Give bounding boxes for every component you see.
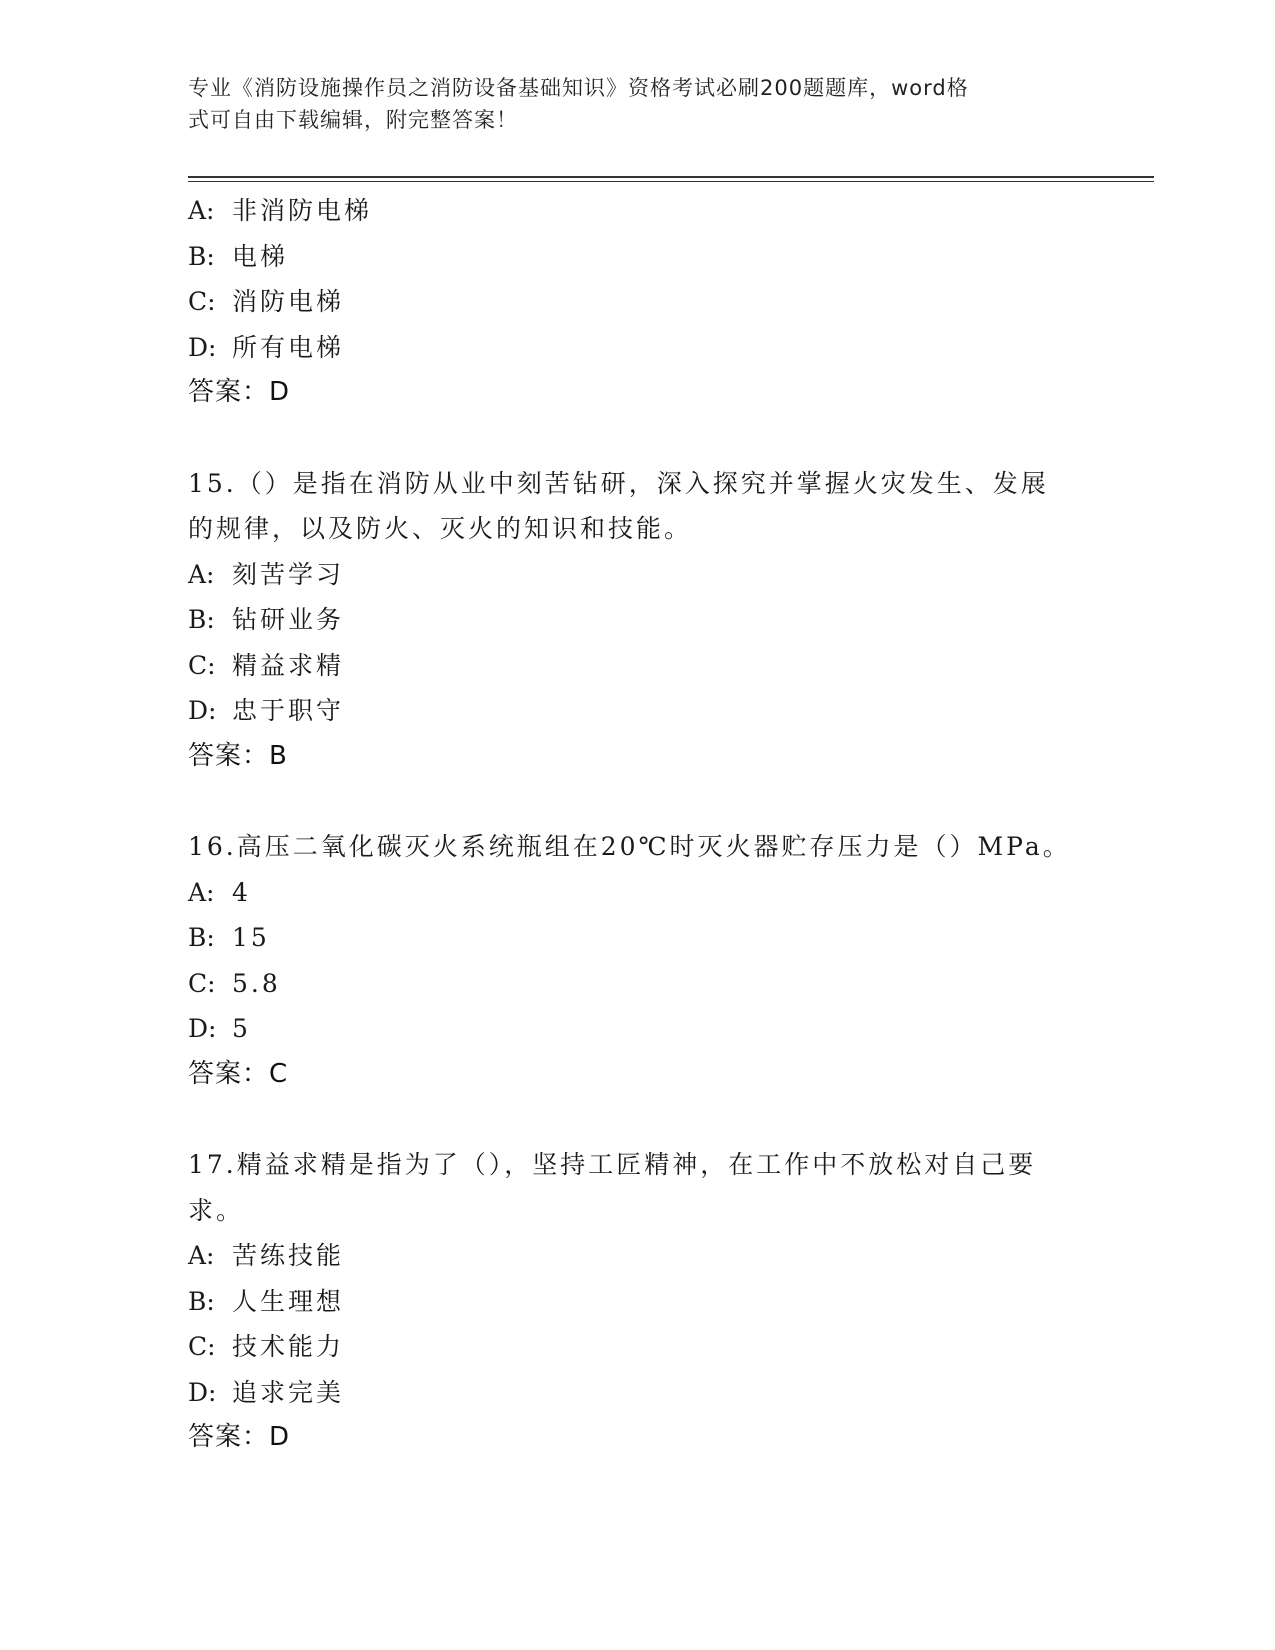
question-block-15	[188, 461, 1088, 780]
option-a: A: 苦练技能	[188, 1241, 345, 1270]
option-d: D: 忠于职守	[188, 696, 345, 725]
question-text-line: 15.（）是指在消防从业中刻苦钻研，深入探究并掌握火灾发生、发展	[188, 468, 1049, 498]
question-text-line: 求。	[188, 1195, 245, 1225]
answer-line: 答案：B	[188, 740, 288, 771]
answer-line: 答案：C	[188, 1058, 289, 1089]
option-d: D: 追求完美	[188, 1377, 345, 1407]
option-c: C: 精益求精	[188, 650, 345, 680]
header-rule-thick	[188, 176, 1154, 178]
document-header	[188, 72, 1068, 136]
header-line-2: 式可自由下载编辑，附完整答案！	[188, 108, 518, 132]
question-block-16	[188, 824, 1088, 1097]
question-block-17	[188, 1142, 1088, 1461]
option-d: D: 所有电梯	[188, 332, 345, 362]
question-text-line: 16.高压二氧化碳灭火系统瓶组在20℃时灭火器贮存压力是（）MPa。	[188, 832, 1071, 861]
spacer	[188, 1097, 1088, 1142]
option-c: C: 消防电梯	[188, 287, 345, 316]
option-b: B: 钻研业务	[188, 605, 345, 634]
option-b: B: 15	[188, 923, 270, 952]
answer-line: 答案：D	[188, 377, 291, 407]
option-a: A: 非消防电梯	[188, 196, 373, 225]
option-d: D: 5	[188, 1014, 251, 1043]
question-block-14	[188, 188, 1088, 416]
option-b: B: 人生理想	[188, 1286, 345, 1316]
question-text-line: 的规律，以及防火、灭火的知识和技能。	[188, 514, 693, 543]
option-c: C: 5.8	[188, 968, 281, 998]
header-line-1: 专业《消防设施操作员之消防设备基础知识》资格考试必刷200题题库，word格	[188, 76, 969, 100]
option-a: A: 刻苦学习	[188, 559, 345, 589]
header-rule-thin	[188, 181, 1154, 182]
option-c: C: 技术能力	[188, 1332, 345, 1361]
option-b: B: 电梯	[188, 241, 289, 271]
option-a: A: 4	[188, 877, 251, 907]
spacer	[188, 416, 1088, 461]
question-list	[188, 188, 1088, 1461]
spacer	[188, 779, 1088, 824]
answer-line: 答案：D	[188, 1422, 291, 1452]
question-text-line: 17.精益求精是指为了（），坚持工匠精神，在工作中不放松对自己要	[188, 1150, 1037, 1179]
